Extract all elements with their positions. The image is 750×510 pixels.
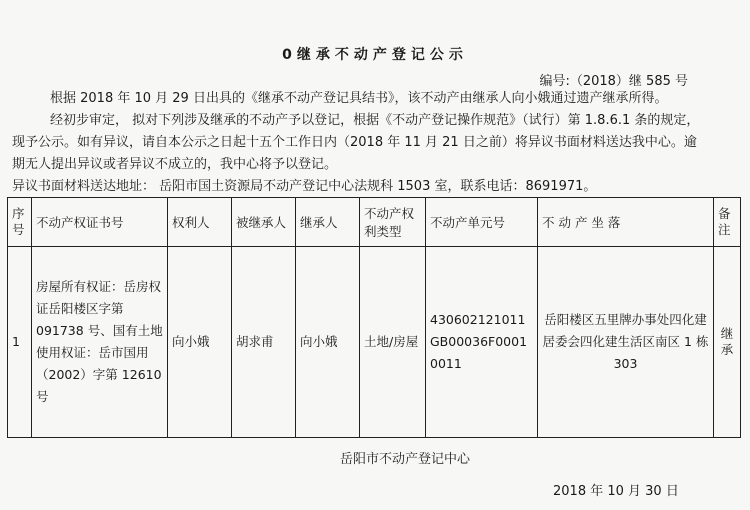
header-remark: 备注 xyxy=(714,198,741,247)
document-title: 0继承不动产登记公示 xyxy=(282,47,468,63)
header-seq: 序号 xyxy=(8,198,32,247)
header-location: 不 动 产 坐 落 xyxy=(538,198,714,247)
header-unit-no: 不动产单元号 xyxy=(426,198,538,247)
paragraph-objection-address: 异议书面材料送达地址： 岳阳市国土资源局不动产登记中心法规科 1503 室，联系电话：8691971。 xyxy=(12,179,597,194)
cell-cert: 房屋所有权证：岳房权证岳阳楼区字第 091738 号、国有土地使用权证：岳市国用（2002）字第 12610 号 xyxy=(32,247,168,438)
table-row xyxy=(8,247,741,438)
cell-seq: 1 xyxy=(8,247,32,438)
cell-deceased: 胡求甫 xyxy=(232,247,296,438)
registration-table xyxy=(7,197,741,438)
header-cert: 不动产权证书号 xyxy=(32,198,168,247)
issue-date: 2018 年 10 月 30 日 xyxy=(553,484,679,499)
header-holder: 权利人 xyxy=(168,198,232,247)
paragraph-basis: 根据 2018 年 10 月 29 日出具的《继承不动产登记具结书》，该不动产由继承人向小娥通过遗产继承所得。 xyxy=(50,91,668,106)
header-right-type: 不动产权利类型 xyxy=(360,198,426,247)
cell-heir: 向小娥 xyxy=(296,247,360,438)
cell-right-type: 土地/房屋 xyxy=(360,247,426,438)
table-header-row xyxy=(8,198,741,247)
issuing-organization: 岳阳市不动产登记中心 xyxy=(339,452,470,467)
document-number: 编号:（2018）继 585 号 xyxy=(539,74,688,89)
cell-remark: 继承 xyxy=(714,247,741,438)
paragraph-registration-note: 期无人提出异议或者异议不成立的，我中心将予以登记。 xyxy=(12,157,338,172)
paragraph-review: 经初步审定， 拟对下列涉及继承的不动产予以登记，根据《不动产登记操作规范》（试行）第 1.8.6.1 条的规定， xyxy=(50,113,700,128)
header-heir: 继承人 xyxy=(296,198,360,247)
cell-location: 岳阳楼区五里牌办事处四化建居委会四化建生活区南区 1 栋 303 xyxy=(538,247,714,438)
cell-unit-no: 430602121011GB00036F00010011 xyxy=(426,247,538,438)
paragraph-objection-deadline: 现予公示。如有异议，请自本公示之日起十五个工作日内（2018 年 11 月 21 日之前）将异议书面材料送达我中心。逾 xyxy=(12,135,697,150)
header-deceased: 被继承人 xyxy=(232,198,296,247)
cell-holder: 向小娥 xyxy=(168,247,232,438)
